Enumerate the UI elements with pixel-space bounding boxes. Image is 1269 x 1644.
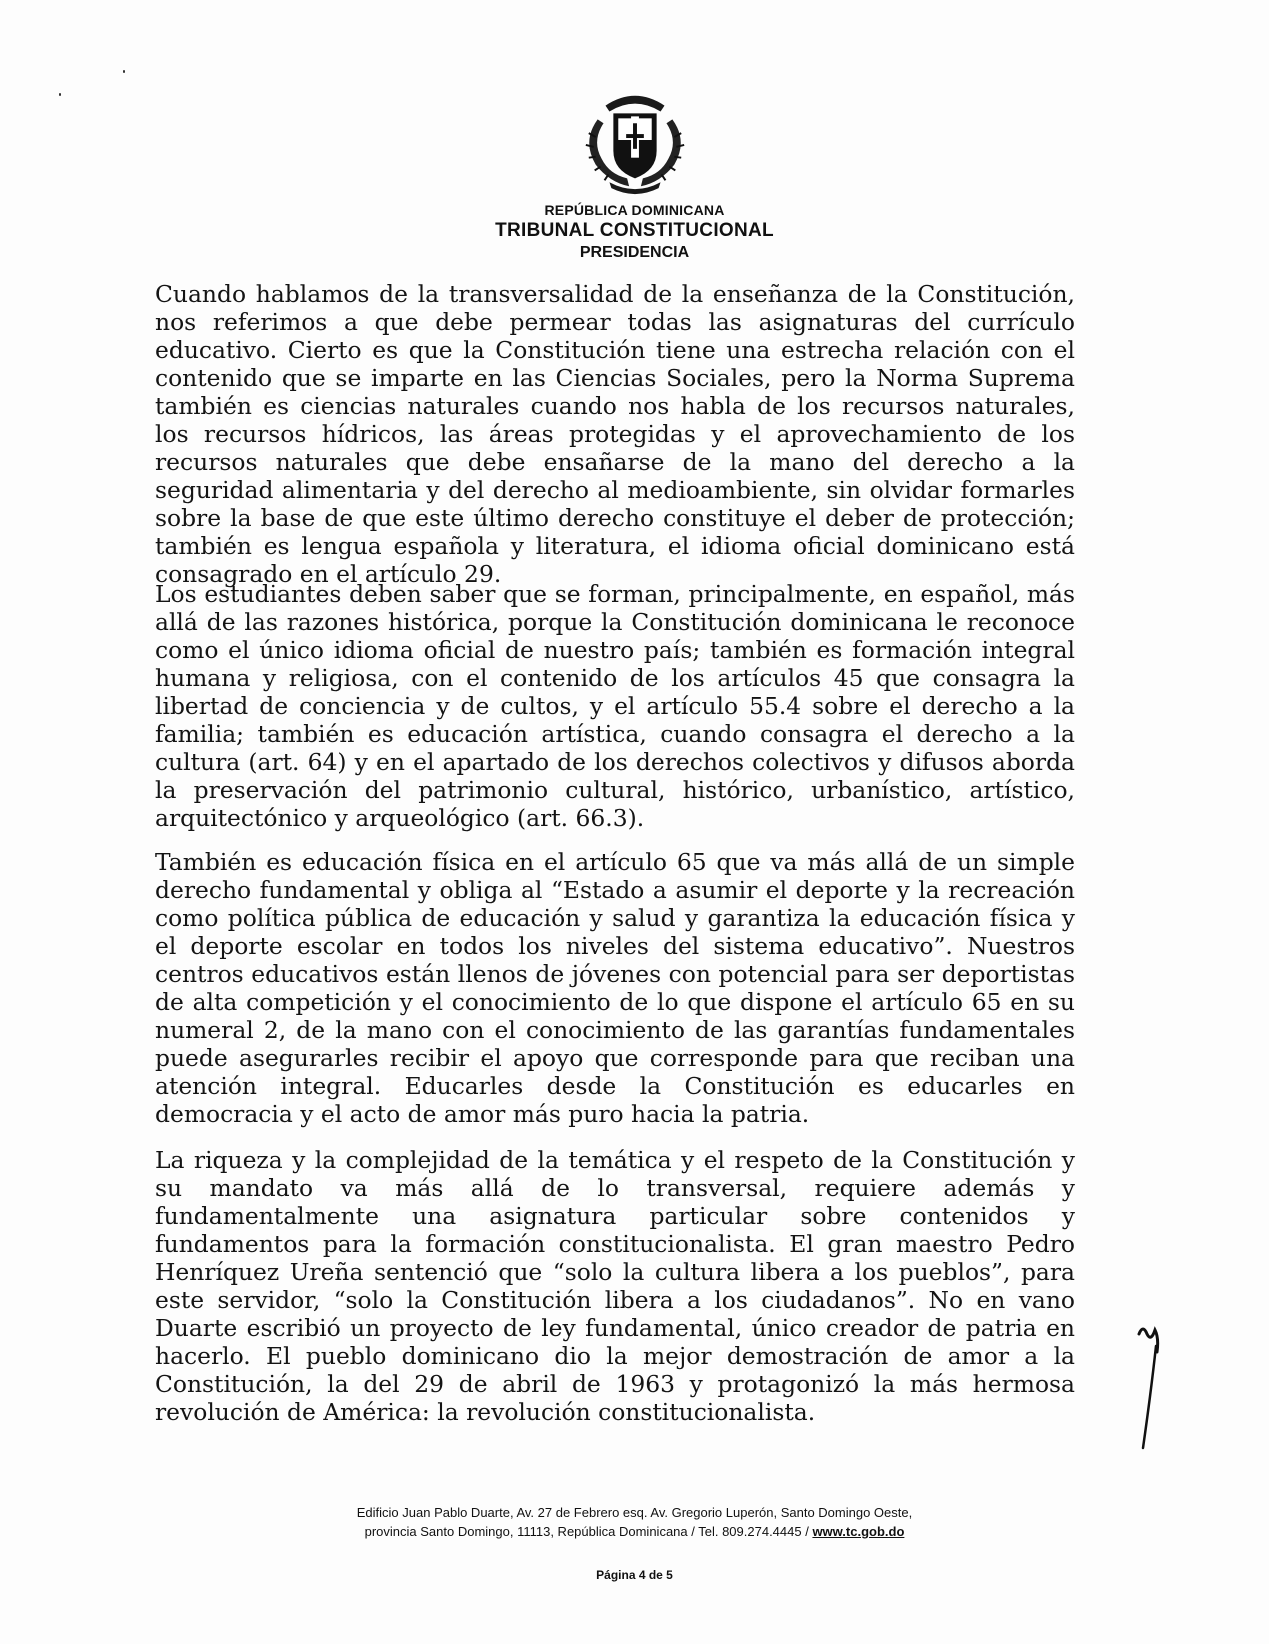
letterhead: [0, 80, 1269, 262]
paragraph: La riqueza y la complejidad de la temática y el respeto de la Constitución y su mandato va más allá de lo transversal, requiere además y fundamentalmente una asignatura particular sobre contenidos y fundamentos para la formación constitucionalista. El gran maestro Pedro Henríquez Ureña sentenció que “solo la cultura libera a los pueblos”, para este servidor, “solo la Constitución libera a los ciudadanos”. No en vano Duarte escribió un proyecto de ley fundamental, único creador de patria en hacerlo. El pueblo dominicano dio la mejor demostración de amor a la Constitución, la del 29 de abril de 1963 y protagonizó la más hermosa revolución de América: la revolución constitucionalista.: [155, 1146, 1075, 1426]
website-link[interactable]: www.tc.gob.do: [812, 1524, 905, 1539]
header-institution: TRIBUNAL CONSTITUCIONAL: [495, 220, 774, 241]
header-office: PRESIDENCIA: [579, 244, 690, 261]
footer-address-line1: Edificio Juan Pablo Duarte, Av. 27 de Febrero esq. Av. Gregorio Luperón, Santo Domingo Oeste,: [356, 1505, 913, 1520]
paragraph: Cuando hablamos de la transversalidad de la enseñanza de la Constitución, nos referimos a que debe permear todas las asignaturas del currículo educativo. Cierto es que la Constitución tiene una estrecha relación con el contenido que se imparte en las Ciencias Sociales, pero la Norma Suprema también es ciencias naturales cuando nos habla de los recursos naturales, los recursos hídricos, las áreas protegidas y el aprovechamiento de los recursos naturales que debe ensañarse de la mano del derecho a la seguridad alimentaria y del derecho al medioambiente, sin olvidar formarles sobre la base de que este último derecho constituye el deber de protección; también es lengua española y literatura, el idioma oficial dominicano está consagrado en el artículo 29.: [155, 280, 1075, 588]
scan-speck: [123, 70, 125, 73]
handwritten-signature: [1137, 1322, 1187, 1452]
header-country: REPÚBLICA DOMINICANA: [544, 202, 725, 218]
footer-address: [0, 1503, 1269, 1541]
coat-of-arms-seal: [576, 80, 694, 198]
paragraph: Los estudiantes deben saber que se forman, principalmente, en español, más allá de las razones histórica, porque la Constitución dominicana le reconoce como el único idioma oficial de nuestro país; también es formación integral humana y religiosa, con el contenido de los artículos 45 que consagra la libertad de conciencia y de cultos, y el artículo 55.4 sobre el derecho a la familia; también es educación artística, cuando consagra el derecho a la cultura (art. 64) y en el apartado de los derechos colectivos y difusos aborda la preservación del patrimonio cultural, histórico, urbanístico, artístico, arquitectónico y arqueológico (art. 66.3).: [155, 580, 1075, 832]
footer-address-text: provincia Santo Domingo, 11113, República Dominicana / Tel. 809.274.4445 /: [364, 1524, 813, 1539]
footer-address-line2: [0, 1522, 1269, 1541]
paragraph: También es educación física en el artículo 65 que va más allá de un simple derecho fundamental y obliga al “Estado a asumir el deporte y la recreación como política pública de educación y salud y garantiza la educación física y el deporte escolar en todos los niveles del sistema educativo”. Nuestros centros educativos están llenos de jóvenes con potencial para ser deportistas de alta competición y el conocimiento de lo que dispone el artículo 65 en su numeral 2, de la mano con el conocimiento de las garantías fundamentales puede asegurarles recibir el apoyo que corresponde para que reciban una atención integral. Educarles desde la Constitución es educarles en democracia y el acto de amor más puro hacia la patria.: [155, 848, 1075, 1128]
page-number: Página 4 de 5: [596, 1568, 673, 1582]
